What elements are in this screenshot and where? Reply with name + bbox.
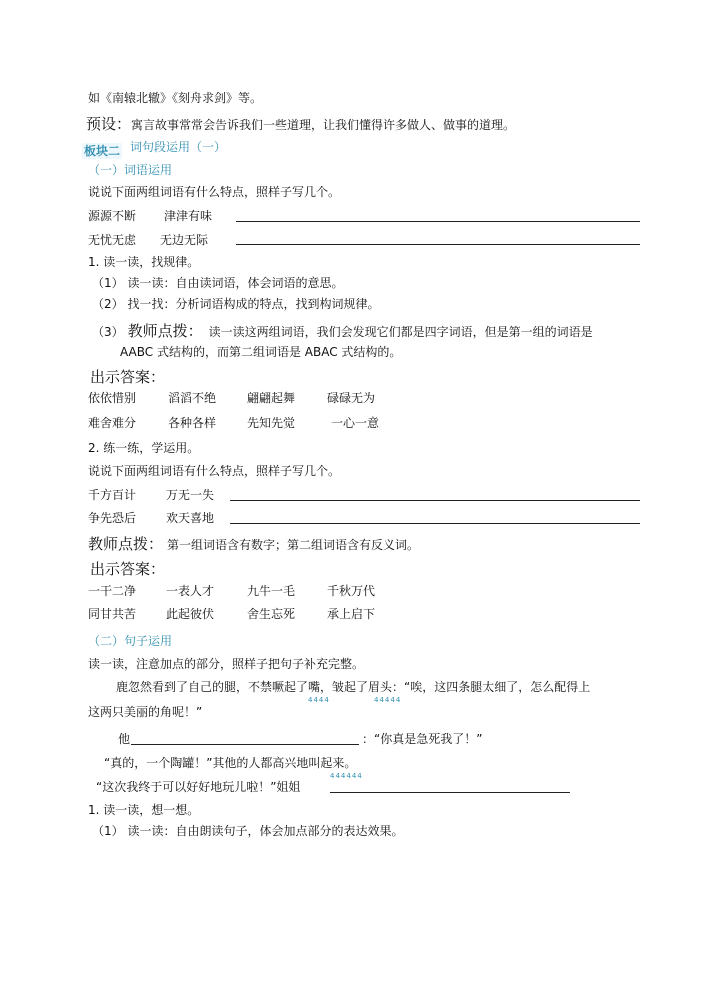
- he-blank[interactable]: [131, 744, 359, 745]
- he-line-end: ：“你真是急死我了！”: [362, 732, 483, 746]
- answer-4-1: 同甘共苦: [88, 607, 137, 621]
- preset-text: 寓言故事常常会告诉我们一些道理，让我们懂得许多做人、做事的道理。: [131, 118, 516, 132]
- emphasis-dots-3: 444444: [330, 772, 363, 780]
- answer-blank-4[interactable]: [230, 523, 640, 524]
- row4-word-2: 欢天喜地: [166, 511, 215, 525]
- step2-line: 2. 练一练，学运用。: [88, 441, 200, 455]
- answer-1-3: 翩翩起舞: [247, 391, 296, 405]
- para1-line: 鹿忽然看到了自己的腿，不禁噘起了嘴，皱起了眉头：“唉，这四条腿太细了，怎么配得上: [116, 680, 591, 694]
- answer-2-2: 各种各样: [168, 416, 217, 430]
- answer-blank-2[interactable]: [236, 244, 640, 245]
- sub3-text: 读一读这两组词语，我们会发现它们都是四字词语，但是第一组的词语是: [208, 325, 593, 339]
- row4-word-1: 争先恐后: [88, 511, 137, 525]
- row2-word-1: 无忧无虑: [88, 233, 137, 247]
- answer-blank-3[interactable]: [230, 500, 640, 501]
- tip-label: 教师点拨：: [88, 535, 164, 553]
- part1-heading: （一）词语运用: [88, 163, 173, 177]
- row2-word-2: 无边无际: [160, 233, 209, 247]
- part2-prompt: 读一读，注意加点的部分，照样子把句子补充完整。: [88, 657, 365, 671]
- sub3-number: （3）: [92, 325, 124, 339]
- answer-1-4: 碌碌无为: [327, 391, 376, 405]
- board-label: 板块二: [84, 144, 121, 158]
- row3-word-2: 万无一失: [166, 488, 215, 502]
- prompt2-line: 说说下面两组词语有什么特点，照样子写几个。: [88, 464, 341, 478]
- answer-1-1: 依依惜别: [88, 391, 137, 405]
- answer-2-1: 难舍难分: [88, 416, 137, 430]
- sub1-line: （1） 读一读：自由读词语，体会词语的意思。: [92, 276, 344, 290]
- sub3-line: [92, 321, 593, 341]
- finally-blank[interactable]: [330, 792, 570, 793]
- answer-4-2: 此起彼伏: [166, 607, 215, 621]
- sub2-line: （2） 找一找：分析词语构成的特点，找到构词规律。: [92, 297, 380, 311]
- finally-line: “这次我终于可以好好地玩儿啦！”姐姐: [96, 780, 301, 794]
- answer-4-4: 承上启下: [327, 607, 376, 621]
- sub3-text-continued: AABC 式结构的，而第二组词语是 ABAC 式结构的。: [120, 345, 402, 359]
- answer-3-4: 千秋万代: [327, 584, 376, 598]
- answer-3-3: 九牛一毛: [247, 584, 296, 598]
- sub3-label: 教师点拨：: [127, 322, 203, 340]
- answer-1-2: 滔滔不绝: [168, 391, 217, 405]
- emphasis-dots-2: 44444: [374, 696, 402, 704]
- section-title: 词句段运用（一）: [130, 140, 227, 154]
- row1-word-1: 源源不断: [88, 209, 137, 223]
- answer-2-3: 先知先觉: [247, 416, 296, 430]
- answer-label-2: 出示答案：: [90, 560, 166, 578]
- intro-line: 如《南辕北辙》《刻舟求剑》等。: [88, 91, 263, 105]
- answer-3-2: 一表人才: [166, 584, 215, 598]
- preset-line: [86, 114, 515, 135]
- row1-word-2: 津津有味: [164, 209, 213, 223]
- para1-line-continued: 这两只美丽的角呢！”: [88, 705, 203, 719]
- emphasis-dots-1: 4444: [308, 696, 330, 704]
- part2-heading: （二）句子运用: [88, 634, 173, 648]
- part1-prompt: 说说下面两组词语有什么特点，照样子写几个。: [88, 185, 341, 199]
- answer-3-1: 一干二净: [88, 584, 137, 598]
- step1-line: 1. 读一读，找规律。: [88, 255, 200, 269]
- answer-blank-1[interactable]: [236, 221, 640, 222]
- real-line: “真的，一个陶罐！”其他的人都高兴地叫起来。: [104, 756, 357, 770]
- part2-sub1: （1） 读一读：自由朗读句子，体会加点部分的表达效果。: [92, 824, 404, 838]
- tip-text: 第一组词语含有数字；第二组词语含有反义词。: [167, 538, 420, 552]
- preset-label: 预设：: [86, 115, 132, 133]
- answer-2-4: 一心一意: [331, 416, 380, 430]
- answer-4-3: 舍生忘死: [247, 607, 296, 621]
- part2-step1: 1. 读一读，想一想。: [88, 803, 200, 817]
- tip-line: [88, 534, 419, 554]
- he-line-start: 他: [118, 732, 131, 746]
- answer-label-1: 出示答案：: [90, 368, 166, 386]
- row3-word-1: 千方百计: [88, 488, 137, 502]
